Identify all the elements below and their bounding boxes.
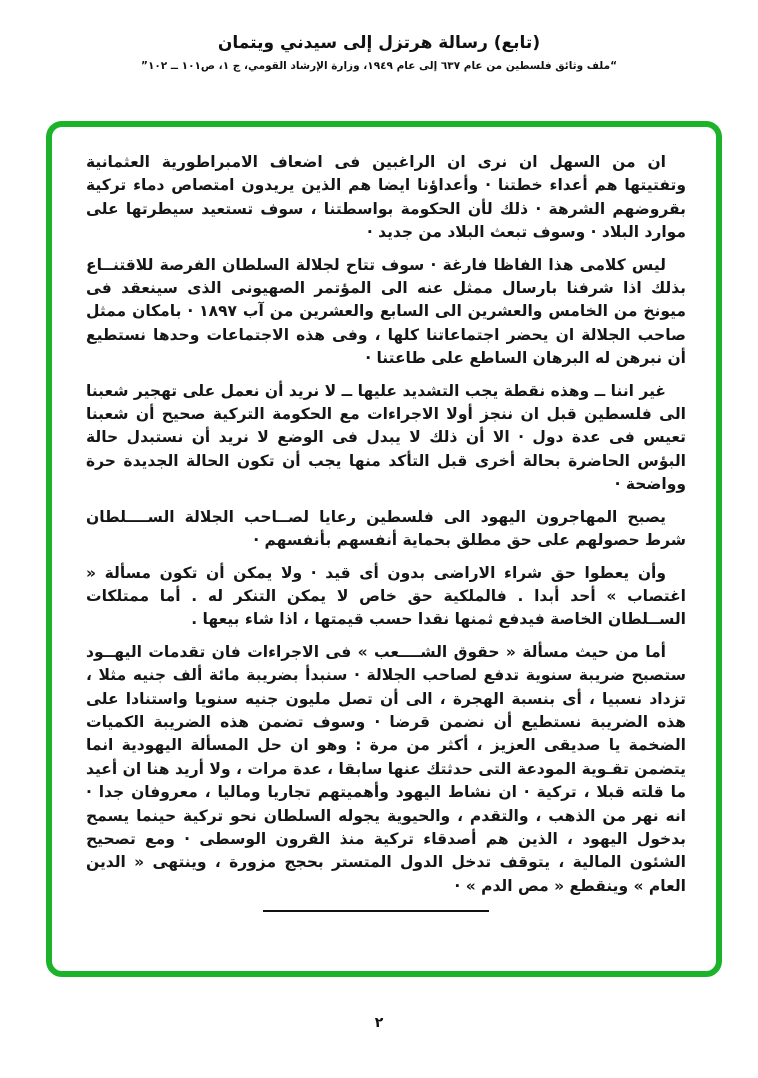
page-title: (تابع) رسالة هرتزل إلى سيدني ويتمان: [217, 33, 541, 53]
document-header: [0, 30, 758, 72]
page-number: ٢: [374, 1015, 384, 1031]
paragraph: غير اننا ــ وهذه نقطة يجب التشديد عليها ــ لا نريد أن نعمل على تهجير شعبنا الى فلسطين قبل ان ننجز أولا الاجراءات مع الحكومة التركية صحيح أن شعبنا تعيس فى عدة دول · الا أن ذلك لا يبدل فى الوضع لا نريد أن نستبدل حالة البؤس الحاضرة بحالة أخرى قبل التأكد منها يجب أن تكون الحالة الجديدة حرة وواضحة ·: [86, 381, 686, 494]
footnote-divider: [263, 910, 489, 912]
paragraph: وأن يعطوا حق شراء الاراضى بدون أى قيد · ولا يمكن أن تكون مسألة « اغتصاب » أحد أبدا . فالملكية حق خاص لا يمكن التنكر له . أما ممتلكات الســلطان الخاصة فيدفع ثمنها نقدا حسب قيمتها ، اذا شاء بيعها .: [86, 563, 686, 629]
paragraph: ليس كلامى هذا الفاظا فارغة · سوف تتاح لجلالة السلطان الفرصة للاقتنــاع بذلك اذا شرفنا بارسال ممثل عنه الى المؤتمر الصهيونى الذى سينعقد فى ميونخ من الخامس والعشرين الى السابع والعشرين من آب ١٨٩٧ · بامكان ممثل صاحب الجلالة ان يحضر اجتماعاتنا كلها ، وفى هذه الاجتماعات وحدها نستطيع أن نبرهن له البرهان الساطع على طاعتنا ·: [86, 255, 686, 368]
paragraph: يصبح المهاجرون اليهود الى فلسطين رعايا لصــاحب الجلالة الســــلطان شرط حصولهم على حق مطلق بحماية أنفسهم بأنفسهم ·: [86, 507, 686, 550]
letter-body: [86, 151, 686, 912]
page-subtitle: “ملف وثائق فلسطين من عام ٦٣٧ إلى عام ١٩٤٩، وزارة الإرشاد القومي، ج ١، ص١٠١ ــ ١٠٢”: [141, 60, 617, 72]
letter-frame: [46, 121, 722, 977]
paragraph: أما من حيث مسألة « حقوق الشــــعب » فى الاجراءات فان تقدمات اليهــود ستصبح ضريبة سنوية تدفع لصاحب الجلالة · سنبدأ بضريبة مائة ألف جنيه مثلا ، تزداد نسبيا ، أى بنسبة الهجرة ، الى أن تصل مليون جنيه سنويا واستنادا على هذه الضريبة نستطيع أن نضمن قرضا · وسوف تضمن هذه الضريبة الكميات الضخمة يا صديقى العزيز ، أكثر من مرة : وهو ان حل المسألة اليهودية انما يتضمن تقـوية المودعة التى حدثتك عنها سابقا ، عدة مرات ، ولا أريد هنا ان أعيد ما قلته قبلا ، تركية · ان نشاط اليهود وأهميتهم تجاريا وماليا ، معروفان جدا · انه نهر من الذهب ، والتقدم ، والحيوية يجوله السلطان نحو تركية حينما يسمح بدخول اليهود ، الذين هم أصدقاء تركية منذ القرون الوسطى · ومع تصحيح الشئون المالية ، يتوقف تدخل الدول المتستر بحجج مزورة ، وينتهى « الدين العام » وينقطع « مص الدم » ·: [86, 642, 686, 895]
paragraph: ان من السهل ان نرى ان الراغبين فى اضعاف الامبراطورية العثمانية وتفتيتها هم أعداء خطتنا · وأعداؤنا ايضا هم الذين يريدون امتصاص دماء تركية بقروضهم الشرهة · ذلك لأن الحكومة بواسطتنا ، سوف تستعيد سيطرتها على موارد البلاد · وسوف تبعث البلاد من جديد ·: [86, 153, 686, 242]
